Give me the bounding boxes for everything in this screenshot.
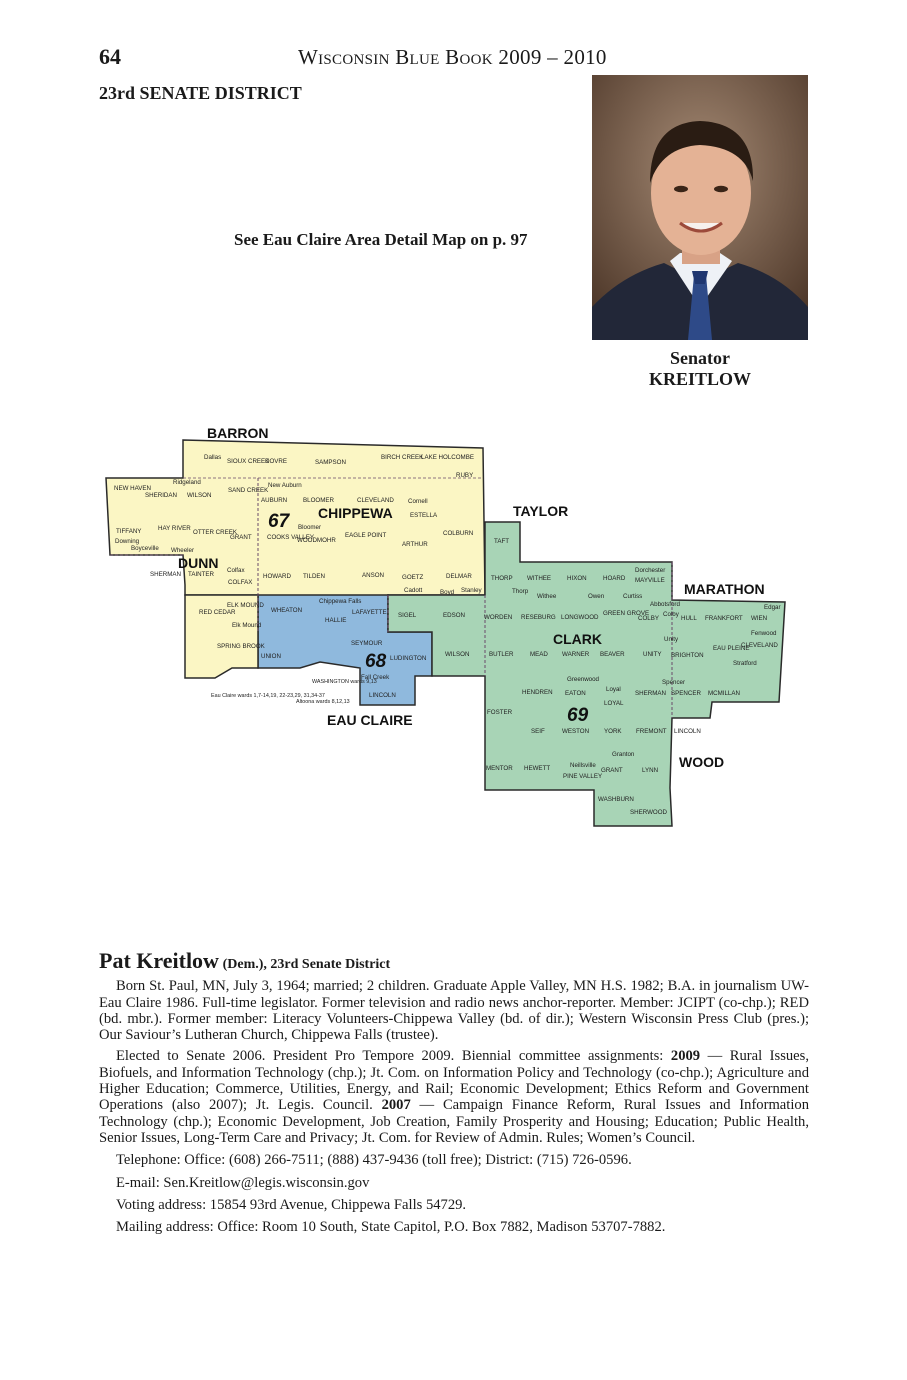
session-year-2009: 2009	[670, 1048, 701, 1065]
town-label: SAMPSON	[315, 459, 346, 466]
town-label: WITHEE	[527, 575, 552, 582]
town-label: OTTER CREEK	[193, 529, 238, 536]
district-number-67: 67	[268, 511, 290, 532]
running-head: Wisconsin Blue Book 2009 – 2010	[298, 45, 607, 69]
senator-portrait	[592, 75, 808, 340]
town-label: WASHINGTON wards 9,13	[312, 679, 377, 685]
town-label: GOETZ	[402, 574, 424, 581]
town-label: Dallas	[204, 454, 222, 461]
town-label: ARTHUR	[402, 541, 428, 548]
senator-name: Pat Kreitlow	[99, 948, 219, 973]
town-label: HIXON	[567, 575, 587, 582]
district-heading: 23rd SENATE DISTRICT	[99, 83, 302, 103]
town-label: GRANT	[230, 534, 252, 541]
town-label: WESTON	[562, 728, 590, 735]
town-label: Eau Claire wards 1,7-14,19, 22-23,29, 31,34-37	[211, 693, 325, 699]
town-label: PINE VALLEY	[563, 773, 603, 780]
town-label: UNITY	[643, 651, 662, 658]
committees-2007: — Campaign Finance Reform, Rural Issues and Information Technology (chp.); Economic Development, Job Creation, Family Prosperity and Housing; Education; Public Health, Senior Issues, Long-Term Care and Privacy; Jt. Com. for Review of Admin. Rules; Women’s Council.	[99, 1097, 809, 1146]
county-label-clark: CLARK	[553, 631, 602, 647]
town-label: COOKS VALLEY	[267, 534, 314, 541]
town-label: Altoona wards 8,12,13	[296, 699, 350, 705]
town-label: GREEN GROVE	[603, 610, 650, 617]
town-label: Loyal	[606, 686, 621, 693]
town-label: WILSON	[445, 651, 470, 658]
town-label: SEYMOUR	[351, 640, 383, 647]
county-label-barron: BARRON	[207, 425, 269, 441]
town-label: Neillsville	[570, 762, 596, 769]
town-label: MEAD	[530, 651, 548, 658]
town-label: Curtiss	[623, 593, 643, 600]
town-label: WOODMOHR	[297, 537, 336, 544]
town-label: WHEATON	[271, 607, 303, 614]
committees-intro: Elected to Senate 2006. President Pro Tempore 2009. Biennial committee assignments:	[116, 1048, 671, 1065]
town-label: RUBY	[456, 472, 474, 479]
town-label: LYNN	[642, 767, 659, 774]
town-label: Chippewa Falls	[319, 598, 362, 605]
town-label: THORP	[491, 575, 513, 582]
district-number-68: 68	[365, 651, 387, 672]
town-label: ELK MOUND	[227, 602, 264, 609]
town-label: EDSON	[443, 612, 466, 619]
town-label: DELMAR	[446, 573, 472, 580]
town-label: HAY RIVER	[158, 525, 191, 532]
county-label-chippewa: CHIPPEWA	[318, 505, 393, 521]
town-label: LINCOLN	[674, 728, 701, 735]
bio-paragraph-committees	[99, 1048, 809, 1146]
town-label: LAFAYETTE	[352, 609, 387, 616]
bio-paragraph-personal: Born St. Paul, MN, July 3, 1964; married; 2 children. Graduate Apple Valley, MN H.S. 1982; B.A. in journalism UW-Eau Claire 1986. Full-time legislator. Former television and radio news anchor-reporter. Member: JCIPT (co-chp.); RED (bd. mbr.). Former member: Literacy Volunteers-Chippewa Valley (bd. of dir.); Western Wisconsin Press Club (pres.); Our Saviour’s Lutheran Church, Chippewa Falls (trustee).	[99, 978, 809, 1044]
town-label: HOARD	[603, 575, 626, 582]
county-label-wood: WOOD	[679, 754, 725, 770]
town-label: Granton	[612, 751, 635, 758]
town-label: Unity	[664, 636, 679, 643]
district-number-69: 69	[567, 705, 589, 726]
town-label: WILSON	[187, 492, 212, 499]
town-label: Fenwood	[751, 630, 777, 637]
town-label: WASHBURN	[598, 796, 634, 803]
town-label: COLFAX	[228, 579, 253, 586]
town-label: BRIGHTON	[671, 652, 704, 659]
town-label: TIFFANY	[116, 528, 142, 535]
town-label: SHERWOOD	[630, 809, 668, 816]
town-label: Downing	[115, 538, 140, 545]
page-number: 64	[99, 44, 121, 69]
town-label: MCMILLAN	[708, 690, 740, 697]
town-label: LINCOLN	[369, 692, 396, 699]
town-label: EAU PLEINE	[713, 645, 750, 652]
town-label: WARNER	[562, 651, 590, 658]
town-label: Stratford	[733, 660, 757, 667]
town-label: RED CEDAR	[199, 609, 236, 616]
caption-surname: KREITLOW	[648, 369, 752, 389]
caption-title: Senator	[670, 348, 730, 368]
town-label: Withee	[537, 593, 557, 600]
town-label: NEW HAVEN	[114, 485, 152, 492]
town-label: HEWETT	[524, 765, 551, 772]
town-label: ESTELLA	[410, 512, 438, 519]
town-label: Spencer	[662, 679, 686, 686]
town-label: FOSTER	[487, 709, 513, 716]
town-label: Edgar	[764, 604, 781, 611]
portrait-caption	[592, 348, 808, 390]
county-label-taylor: TAYLOR	[513, 503, 569, 519]
town-label: Cadott	[404, 587, 423, 594]
town-label: Colfax	[227, 567, 245, 574]
town-label: Wheeler	[171, 547, 195, 554]
town-label: SAND CREEK	[228, 487, 269, 494]
county-label-eau-claire: EAU CLAIRE	[327, 712, 413, 728]
town-label: MENTOR	[486, 765, 513, 772]
town-label: Stanley	[461, 587, 482, 594]
town-label: YORK	[604, 728, 622, 735]
town-label: ANSON	[362, 572, 385, 579]
telephone-line: Telephone: Office: (608) 266-7511; (888) 437-9436 (toll free); District: (715) 726-0596.	[116, 1152, 632, 1169]
town-label: TILDEN	[303, 573, 326, 580]
town-label: Colby	[663, 611, 679, 618]
town-label: TAFT	[494, 538, 510, 545]
see-map-note: See Eau Claire Area Detail Map on p. 97	[234, 230, 528, 249]
town-label: Cornell	[408, 498, 428, 505]
town-label: WORDEN	[484, 614, 513, 621]
town-label: Bloomer	[298, 524, 322, 531]
district-map	[100, 420, 800, 830]
town-label: FREMONT	[636, 728, 667, 735]
town-label: LAKE HOLCOMBE	[421, 454, 474, 461]
town-label: MAYVILLE	[635, 577, 665, 584]
town-label: CLEVELAND	[741, 642, 778, 649]
mailing-address-line: Mailing address: Office: Room 10 South, State Capitol, P.O. Box 7882, Madison 53707-7882.	[116, 1219, 666, 1236]
county-label-marathon: MARATHON	[684, 581, 765, 597]
session-year-2007: 2007	[381, 1097, 411, 1114]
town-label: HULL	[681, 615, 697, 622]
town-label: GRANT	[601, 767, 623, 774]
town-label: LONGWOOD	[561, 614, 599, 621]
town-label: Boyceville	[131, 545, 159, 552]
town-label: SPENCER	[671, 690, 701, 697]
town-label: HENDREN	[522, 689, 553, 696]
town-label: LUDINGTON	[390, 655, 427, 662]
town-label: DOVRE	[265, 458, 288, 465]
town-label: HOWARD	[263, 573, 291, 580]
town-label: Greenwood	[567, 676, 599, 683]
town-label: RESEBURG	[521, 614, 556, 621]
town-label: EAGLE POINT	[345, 532, 387, 539]
voting-address-line: Voting address: 15854 93rd Avenue, Chippewa Falls 54729.	[116, 1196, 467, 1213]
town-label: Boyd	[440, 589, 455, 596]
bio-heading	[99, 948, 809, 973]
town-label: UNION	[261, 653, 281, 660]
town-label: AUBURN	[261, 497, 288, 504]
town-label: BUTLER	[489, 651, 514, 658]
town-label: SHERIDAN	[145, 492, 177, 499]
biography	[99, 948, 809, 1236]
town-label: WIEN	[751, 615, 768, 622]
town-label: Thorp	[512, 588, 529, 595]
town-label: COLBURN	[443, 530, 474, 537]
town-label: SHERMAN	[150, 571, 181, 578]
town-label: Elk Mound	[232, 622, 262, 629]
town-label: BLOOMER	[303, 497, 334, 504]
town-label: SIOUX CREEK	[227, 458, 270, 465]
town-label: SIGEL	[398, 612, 417, 619]
party-district: (Dem.), 23rd Senate District	[222, 957, 391, 972]
town-label: COLBY	[638, 615, 659, 622]
town-label: CLEVELAND	[357, 497, 394, 504]
town-label: New Auburn	[268, 482, 302, 489]
town-label: HALLIE	[325, 617, 347, 624]
town-label: Dorchester	[635, 567, 666, 574]
committees-2009: — Rural Issues, Biofuels, and Information Technology (chp.); Jt. Com. on Information Policy and Technology (co-chp.); Agriculture and Higher Education; Commerce, Utilities, Energy, and Rail; Economic Development; Ethics Reform and Government Operations (also 2007); Jt. Legis. Council.	[99, 1048, 809, 1114]
town-label: BEAVER	[600, 651, 625, 658]
town-label: SEIF	[531, 728, 545, 735]
town-label: BIRCH CREEK	[381, 454, 424, 461]
town-label: Fall Creek	[361, 674, 390, 681]
town-label: LOYAL	[604, 700, 624, 707]
town-label: FRANKFORT	[705, 615, 743, 622]
town-label: TAINTER	[188, 571, 215, 578]
town-label: SPRING BROOK	[217, 643, 265, 650]
town-label: Abbotsford	[650, 601, 680, 608]
county-label-dunn: DUNN	[178, 555, 219, 571]
town-label: Owen	[588, 593, 605, 600]
email-line[interactable]: E-mail: Sen.Kreitlow@legis.wisconsin.gov	[116, 1174, 370, 1191]
town-label: EATON	[565, 690, 586, 697]
town-label: SHERMAN	[635, 690, 666, 697]
town-label: Ridgeland	[173, 479, 201, 486]
